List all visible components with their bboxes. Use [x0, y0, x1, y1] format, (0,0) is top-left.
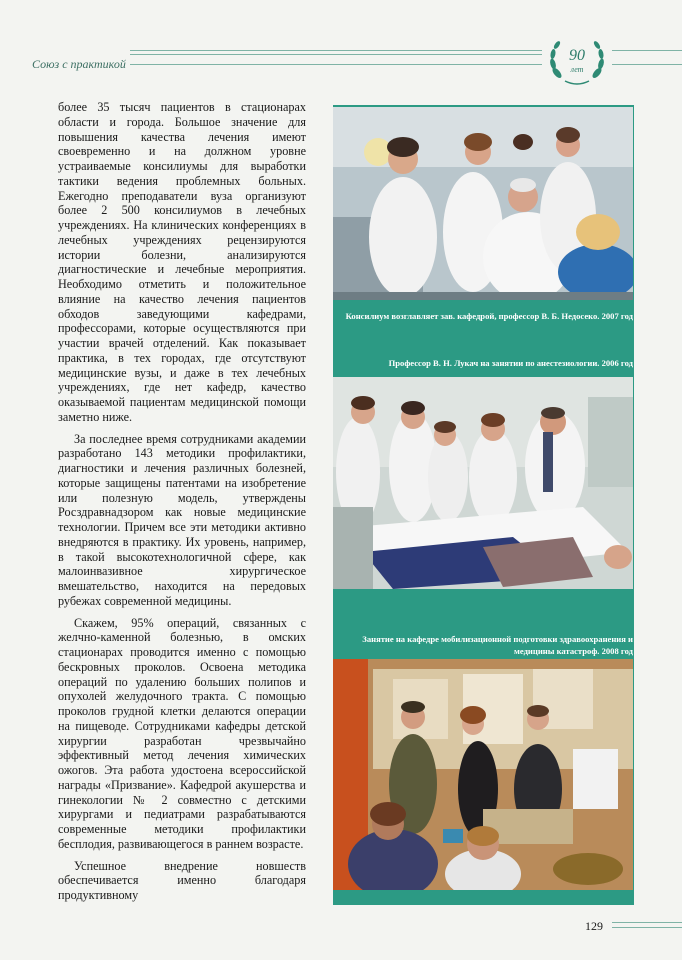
caption-photo-1: Консилиум возглавляет зав. кафедрой, профессор В. Б. Недосеко. 2007 год	[345, 311, 633, 321]
anniversary-emblem	[547, 35, 607, 87]
article-text	[58, 100, 306, 903]
page-number: 129	[585, 919, 603, 933]
photo-consilium-image	[333, 107, 633, 300]
paragraph-2: За последнее время сотрудниками академии разработано 143 методики профилактики, диагностики и лечения различных болезней, которые защищены патентами на изобретение или полезную модель, утверждены Росздравнадзором как новые медицинские технологии. Причем все эти методики активно внедряются в практику. Их уровень, например, в такой высокотехнологичной сфере, как малоинвазивное хирургическое вмешательство, находится на передовых рубежах современной медицины.	[58, 431, 306, 608]
header-rule-right	[612, 50, 682, 51]
photo-anesthesiology	[333, 377, 633, 589]
photo-disaster-medicine	[333, 659, 633, 890]
anniversary-label: лет	[570, 65, 584, 74]
footer-rule-2	[612, 927, 682, 928]
photo-disaster-medicine-image	[333, 659, 633, 890]
paragraph-4: Успешное внедрение новшеств обеспечивается именно благодаря продуктивному	[58, 858, 306, 902]
header-rule-top-2	[130, 54, 542, 55]
footer-rule	[612, 922, 682, 923]
paragraph-1: более 35 тысяч пациентов в стационарах области и города. Большое значение для повышения качества лечения имеют своевременно и на должном уровне устраиваемые консилиумы для выработки тактики ведения проблемных больных. Ежегодно преподаватели вуза организуют более 2 500 консилиумов в лечебных учреждениях. На клинических конференциях в лечебных учреждениях рецензируются истории болезни, анализируются диагностические и лечебные мероприятия. Необходимо отметить и положительное влияние на качество лечения пациентов обходов заведующими кафедрами, профессорами, которые осуществляются при участии врачей отделений. Как показывает практика, в тех городах, где отсутствуют медицинские вузы, и даже в тех лечебных учреждениях, где нет кафедр, качество оказываемой пациентам медицинской помощи заметно ниже.	[58, 100, 306, 424]
header-rule-right-2	[612, 64, 682, 65]
paragraph-3: Скажем, 95% операций, связанных с желчно-каменной болезнью, в омских стационарах проводится именно с помощью бескровных проколов. Освоена методика операций по удалению больших полипов и опухолей желудочного тракта. С помощью проколов грудной клетки делаются операции на пищеводе. Сотрудниками кафедры детской хирургии разработан чрезвычайно эффективный метод лечения химических ожогов. Эта работа удостоена всероссийской награды «Призвание». Кафедрой акушерства и гинекологии № 2 совместно с детскими хирургами и педиатрами разрабатываются современные методики профилактики бесплодия, развивающегося в раннем возрасте.	[58, 615, 306, 851]
caption-photo-2: Профессор В. Н. Лукач на занятии по анестезиологии. 2006 год	[388, 358, 633, 368]
photo-consilium	[333, 107, 633, 300]
section-title: Союз с практикой	[32, 57, 126, 71]
anniversary-number: 90	[569, 47, 585, 64]
header-rule-top	[130, 50, 542, 51]
header-rule-bottom	[130, 64, 542, 65]
caption-photo-3: Занятие на кафедре мобилизационной подготовки здравоохранения и медицины катастроф. 2008 год	[362, 634, 633, 656]
photo-anesthesiology-image	[333, 377, 633, 589]
